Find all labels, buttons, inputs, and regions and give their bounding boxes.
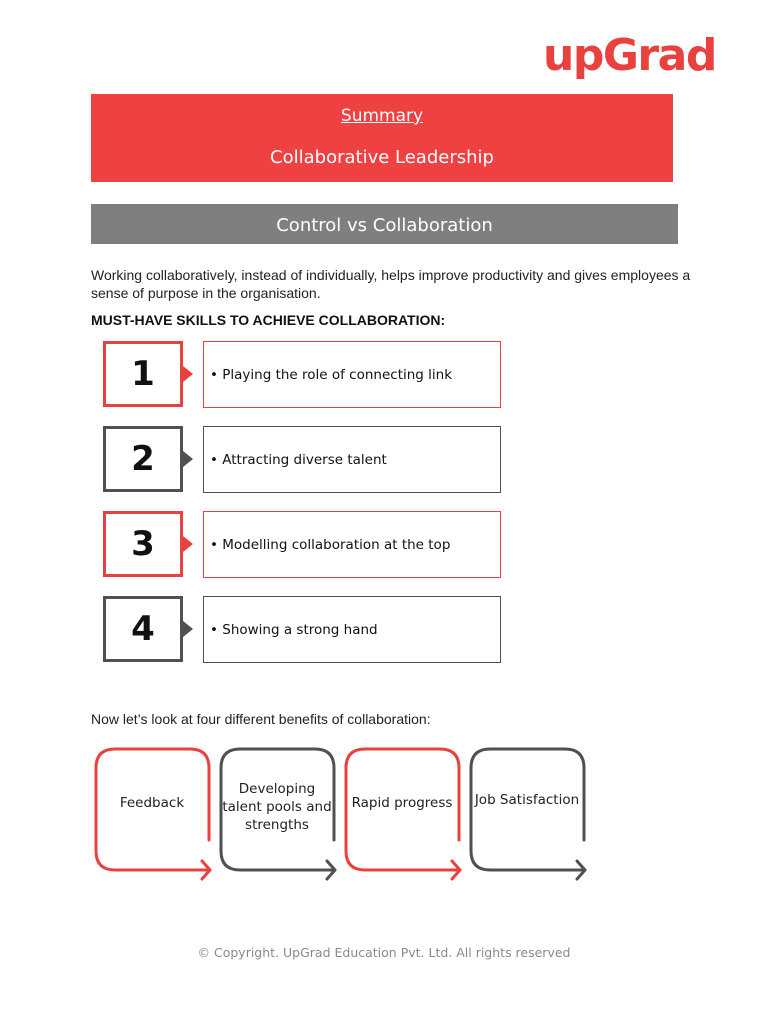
summary-banner: [91, 94, 673, 182]
skill-number-box: 1: [103, 341, 183, 407]
skill-text-box: • Modelling collaboration at the top: [203, 511, 501, 578]
skill-number-box: 4: [103, 596, 183, 662]
summary-label: Summary: [340, 106, 424, 126]
benefits-intro: Now let’s look at four different benefits of collaboration:: [91, 711, 431, 727]
skill-text-box: • Showing a strong hand: [203, 596, 501, 663]
skills-heading: MUST-HAVE SKILLS TO ACHIEVE COLLABORATION:: [91, 312, 446, 328]
benefit-label-feedback: Feedback: [119, 795, 185, 811]
benefit-label-talent: Developing talent pools and strengths: [222, 781, 332, 833]
arrow-right-icon: [183, 451, 193, 467]
arrow-right-icon: [183, 366, 193, 382]
skill-number-box: 3: [103, 511, 183, 577]
benefits-diagram: [0, 740, 768, 890]
arrow-right-icon: [183, 621, 193, 637]
skill-number-box: 2: [103, 426, 183, 492]
benefit-arrow-shape: [346, 749, 460, 879]
intro-paragraph: Working collaboratively, instead of individually, helps improve productivity and gives employees a sense of purpose in the organisation.: [91, 267, 691, 301]
benefit-label-progress: Rapid progress: [351, 795, 453, 811]
upgrad-logo: upGrad: [543, 30, 716, 81]
benefit-label-satisfaction: Job Satisfaction: [474, 792, 580, 808]
summary-title: Collaborative Leadership: [270, 147, 494, 168]
section-title: Control vs Collaboration: [91, 204, 678, 244]
copyright-footer: © Copyright. UpGrad Education Pvt. Ltd. All rights reserved: [197, 945, 571, 960]
benefit-arrow-shape: [471, 749, 585, 879]
skill-text-box: • Playing the role of connecting link: [203, 341, 501, 408]
benefit-arrow-shape: [96, 749, 210, 879]
skill-text-box: • Attracting diverse talent: [203, 426, 501, 493]
arrow-right-icon: [183, 536, 193, 552]
